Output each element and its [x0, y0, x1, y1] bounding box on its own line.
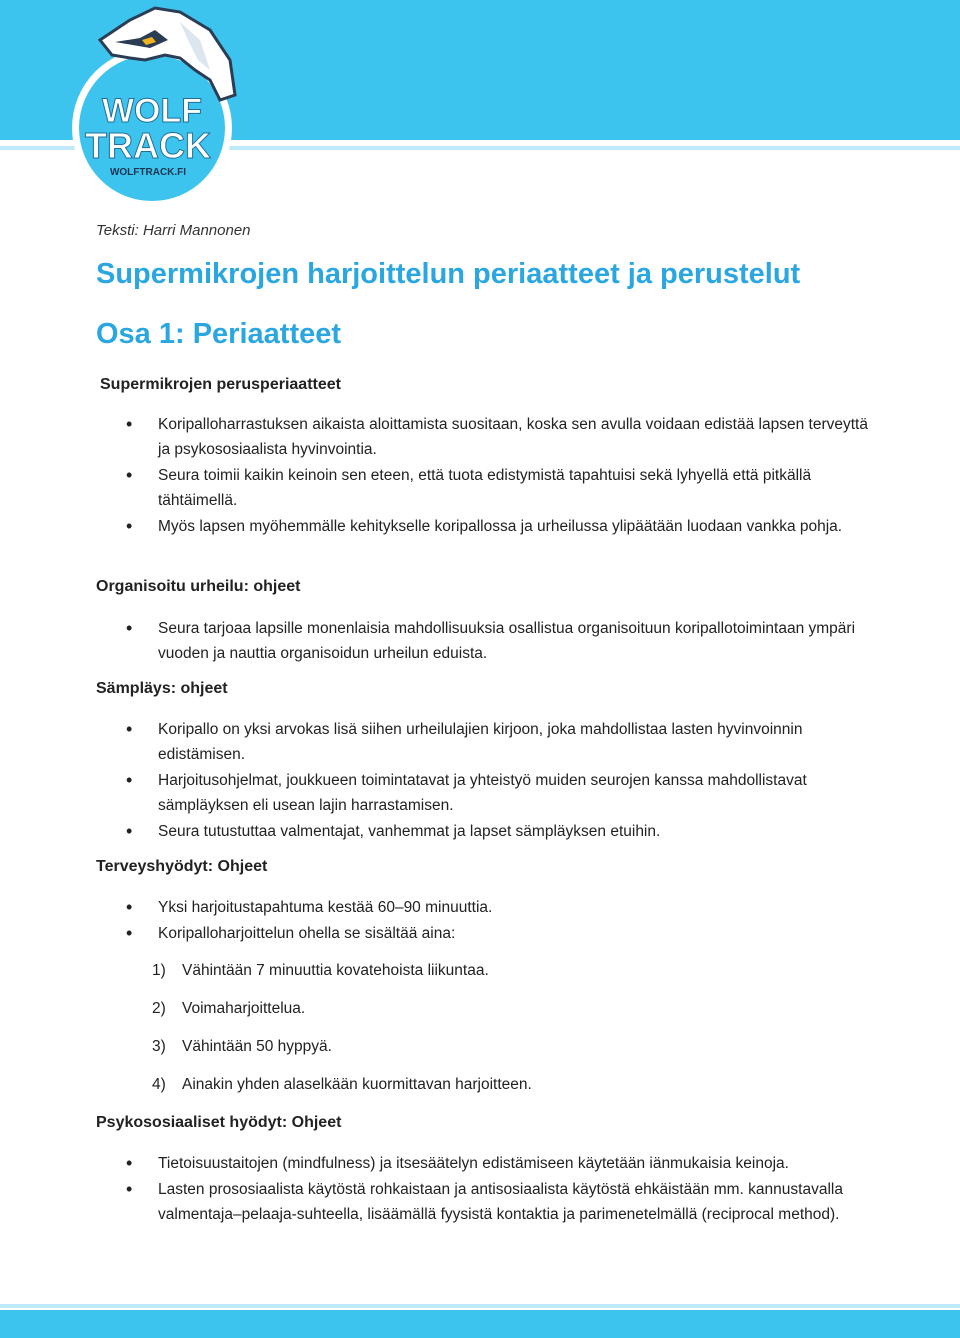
section-heading-perusperiaatteet: Supermikrojen perusperiaatteet	[100, 376, 341, 393]
bullet-icon: •	[126, 923, 133, 943]
bullet-icon: •	[126, 465, 133, 485]
bullet-icon: •	[126, 719, 133, 739]
bullet-icon: •	[126, 618, 133, 638]
list-samplays	[96, 717, 876, 845]
list-item: • Lasten prososiaalista käytöstä rohkaistaan ja antisosiaalista käytöstä ehkäistään mm. kannustavalla valmentaja–pelaaja-suhteella, lisäämällä fyysistä kontaktia ja parimenetelmällä (reciprocal method).	[126, 1179, 843, 1223]
section-heading-samplays: Sämpläys: ohjeet	[96, 680, 228, 697]
list-item: • Tietoisuustaitojen (mindfulness) ja itsesäätelyn edistämiseen käytetään iänmukaisia keinoja.	[96, 1151, 876, 1176]
list-organisoitu	[96, 616, 876, 667]
numbered-item: 2) Voimaharjoittelua.	[152, 1000, 306, 1017]
list-psykososiaaliset	[96, 1151, 876, 1228]
bullet-icon: •	[126, 414, 133, 434]
list-item: • Koripalloharrastuksen aikaista aloittamista suositaan, koska sen avulla voidaan edistää lapsen terveyttä ja psykososiaalista hyvinvointia.	[126, 414, 868, 458]
wolftrack-logo	[60, 0, 260, 210]
bullet-icon: •	[126, 1153, 133, 1173]
list-perusperiaatteet	[96, 412, 876, 540]
numbered-item: 1) Vähintään 7 minuuttia kovatehoista liikuntaa.	[152, 962, 489, 979]
bullet-icon: •	[126, 821, 133, 841]
bullet-icon: •	[126, 1179, 133, 1199]
numbered-list-terveyshyodyt	[152, 958, 532, 1110]
list-item: • Myös lapsen myöhemmälle kehitykselle koripallossa ja urheilussa ylipäätään luodaan vankka pohja.	[96, 514, 876, 539]
list-item: • Seura toimii kaikin keinoin sen eteen, että tuota edistymistä tapahtuisi sekä lyhyellä että pitkällä tähtäimellä.	[126, 465, 812, 509]
list-item: • Harjoitusohjelmat, joukkueen toimintatavat ja yhteistyö muiden seurojen kanssa mahdollistavat sämpläyksen eli usean lajin harrastamisen.	[126, 770, 807, 814]
list-item: • Seura tutustuttaa valmentajat, vanhemmat ja lapset sämpläyksen etuihin.	[96, 819, 876, 844]
section-heading-terveyshyodyt: Terveyshyödyt: Ohjeet	[96, 858, 268, 875]
bullet-icon: •	[126, 516, 133, 536]
author-line: Teksti: Harri Mannonen	[96, 222, 251, 239]
numbered-item: 4) Ainakin yhden alaselkään kuormittavan harjoitteen.	[152, 1076, 532, 1093]
page-subtitle: Osa 1: Periaatteet	[96, 318, 342, 350]
logo-text-wolf: WOLF	[101, 92, 203, 130]
bullet-icon: •	[126, 897, 133, 917]
footer-band	[0, 1310, 960, 1338]
numbered-item: 3) Vähintään 50 hyppyä.	[152, 1038, 332, 1055]
logo-text-track: TRACK	[85, 125, 211, 166]
logo-text-url: WOLFTRACK.FI	[109, 167, 187, 178]
list-item: • Seura tarjoaa lapsille monenlaisia mahdollisuuksia osallistua organisoituun koripallotoimintaan ympäri vuoden ja nauttia organisoidun urheilun eduista.	[126, 618, 856, 662]
bullet-icon: •	[126, 770, 133, 790]
section-heading-psykososiaaliset: Psykososiaaliset hyödyt: Ohjeet	[96, 1114, 342, 1131]
list-item: • Koripallo on yksi arvokas lisä siihen urheilulajien kirjoon, joka mahdollistaa lasten hyvinvoinnin edistämisen.	[126, 719, 803, 763]
page-title: Supermikrojen harjoittelun periaatteet ja perustelut	[96, 258, 801, 290]
list-item: • Koripalloharjoittelun ohella se sisältää aina:	[96, 921, 876, 946]
list-terveyshyodyt	[96, 895, 876, 947]
section-heading-organisoitu: Organisoitu urheilu: ohjeet	[96, 578, 301, 595]
footer-band-shadow	[0, 1304, 960, 1308]
list-item: • Yksi harjoitustapahtuma kestää 60–90 minuuttia.	[96, 895, 876, 920]
